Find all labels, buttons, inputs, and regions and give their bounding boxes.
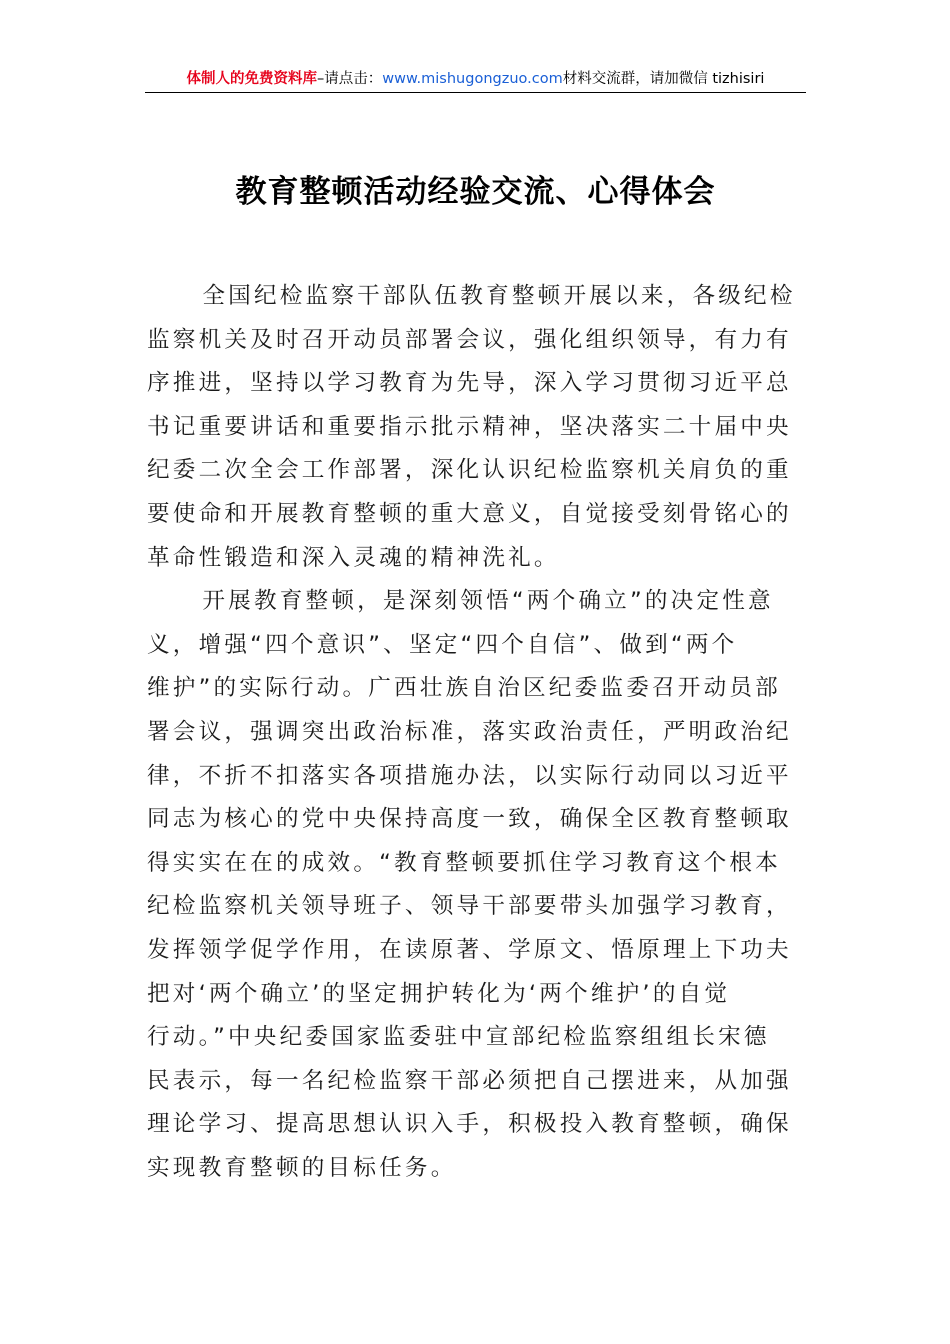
text-line: 理论学习、提高思想认识入手，积极投入教育整顿，确保 xyxy=(147,1111,792,1138)
text-line: 把对‘两个确立’的坚定拥护转化为‘两个维护’的自觉 xyxy=(147,980,731,1007)
text-line: 监察机关及时召开动员部署会议，强化组织领导，有力有 xyxy=(147,326,792,353)
header-url-link[interactable]: www.mishugongzuo.com xyxy=(382,71,563,87)
text-line: 书记重要讲话和重要指示批示精神，坚决落实二十届中央 xyxy=(147,413,792,440)
text-line: 开展教育整顿，是深刻领悟“两个确立”的决定性意 xyxy=(202,588,774,615)
text-line: 民表示，每一名纪检监察干部必须把自己摆进来，从加强 xyxy=(147,1067,792,1094)
text-line: 序推进，坚持以学习教育为先导，深入学习贯彻习近平总 xyxy=(147,370,792,397)
text-line: 同志为核心的党中央保持高度一致，确保全区教育整顿取 xyxy=(147,806,792,833)
text-line: 维护”的实际行动。广西壮族自治区纪委监委召开动员部 xyxy=(147,675,781,702)
text-line: 得实实在在的成效。“教育整顿要抓住学习教育这个根本 xyxy=(147,849,781,876)
header-prompt: –请点击： xyxy=(317,71,383,87)
text-line: 全国纪检监察干部队伍教育整顿开展以来，各级纪检 xyxy=(202,283,796,309)
text-line: 署会议，强调突出政治标准，落实政治责任，严明政治纪 xyxy=(147,718,792,745)
text-line: 律，不折不扣落实各项措施办法，以实际行动同以习近平 xyxy=(147,762,792,789)
document-body xyxy=(147,275,809,1190)
header-tail: 材料交流群，请加微信 tizhisiri xyxy=(562,71,765,87)
text-line: 义，增强“四个意识”、坚定“四个自信”、做到“两个 xyxy=(147,631,738,658)
text-line: 要使命和开展教育整顿的重大意义，自觉接受刻骨铭心的 xyxy=(147,500,792,527)
document-title: 教育整顿活动经验交流、心得体会 xyxy=(235,174,716,210)
paragraph-2 xyxy=(147,580,809,1190)
text-line: 发挥领学促学作用，在读原著、学原文、悟原理上下功夫 xyxy=(147,936,792,963)
text-line: 纪委二次全会工作部署，深化认识纪检监察机关肩负的重 xyxy=(147,457,792,484)
text-line: 革命性锻造和深入灵魂的精神洗礼。 xyxy=(147,544,560,571)
text-line: 行动。”中央纪委国家监委驻中宣部纪检监察组组长宋德 xyxy=(147,1024,770,1051)
page-header xyxy=(145,68,806,93)
paragraph-1 xyxy=(147,275,809,580)
text-line: 实现教育整顿的目标任务。 xyxy=(147,1154,457,1181)
header-brand: 体制人的免费资料库 xyxy=(186,71,318,87)
text-line: 纪检监察机关领导班子、领导干部要带头加强学习教育， xyxy=(147,893,792,920)
